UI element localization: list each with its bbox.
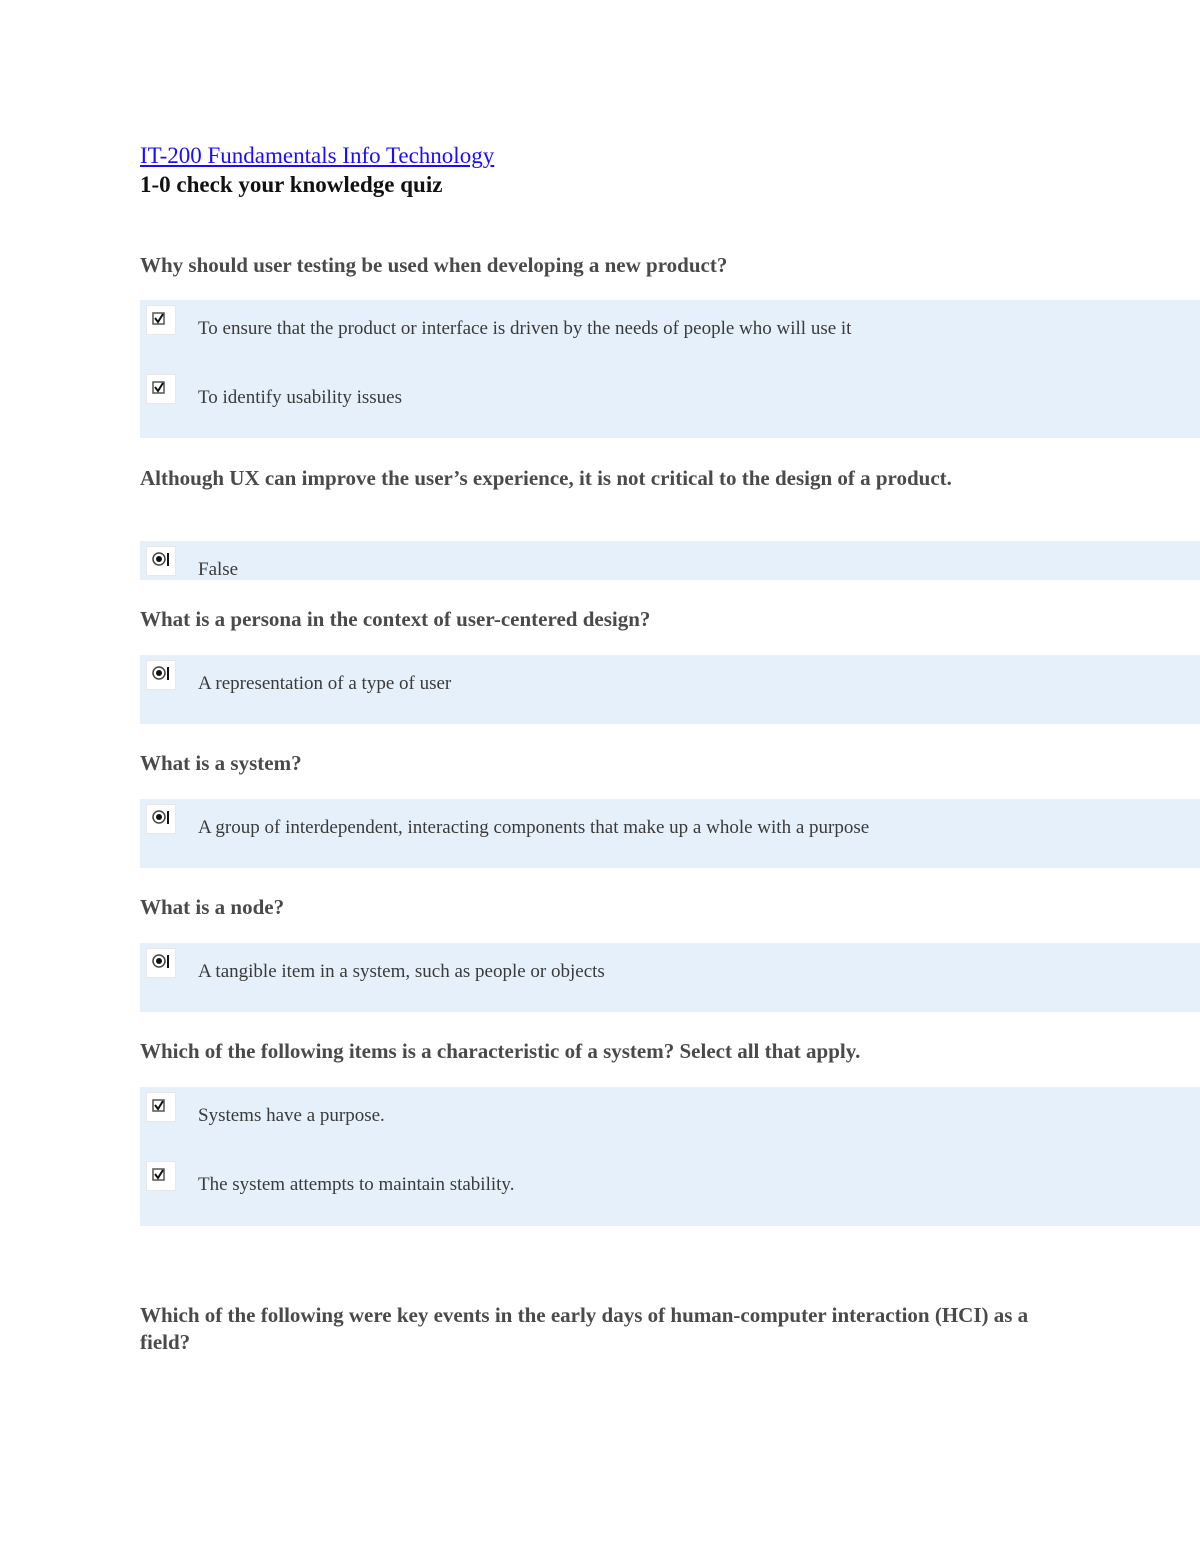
answer-option[interactable] <box>140 948 1200 988</box>
checkbox-checked-icon[interactable] <box>146 374 176 404</box>
radio-selected-icon[interactable] <box>146 948 176 978</box>
question-3-text: What is a persona in the context of user-centered design? <box>140 607 651 631</box>
question-7-text: Which of the following were key events in the early days of human-computer interaction (HCI) as a field? <box>140 1303 1029 1354</box>
answer-option[interactable] <box>140 546 1200 586</box>
answer-label: The system attempts to maintain stability. <box>198 1174 515 1195</box>
quiz-title: 1-0 check your knowledge quiz <box>140 172 443 197</box>
answer-option[interactable] <box>140 804 1200 844</box>
answer-label: A group of interdependent, interacting components that make up a whole with a purpose <box>198 817 870 838</box>
question-1-answers <box>140 300 1200 438</box>
answer-label: False <box>198 559 239 580</box>
answer-label: To identify usability issues <box>198 387 402 408</box>
answer-option[interactable] <box>140 1161 1200 1201</box>
radio-selected-icon[interactable] <box>146 660 176 690</box>
answer-option[interactable] <box>140 374 1200 414</box>
answer-option[interactable] <box>140 1092 1200 1132</box>
question-5-answers <box>140 943 1200 1012</box>
checkbox-checked-icon[interactable] <box>146 1092 176 1122</box>
answer-label: To ensure that the product or interface is driven by the needs of people who will use it <box>198 318 852 339</box>
question-2-text: Although UX can improve the user’s experience, it is not critical to the design of a product. <box>140 466 952 490</box>
course-link[interactable]: IT-200 Fundamentals Info Technology <box>140 143 495 168</box>
answer-option[interactable] <box>140 305 1200 345</box>
answer-option[interactable] <box>140 660 1200 700</box>
checkbox-checked-icon[interactable] <box>146 305 176 335</box>
checkbox-checked-icon[interactable] <box>146 1161 176 1191</box>
question-2-answers <box>140 541 1200 580</box>
question-4-answers <box>140 799 1200 868</box>
radio-selected-icon[interactable] <box>146 546 176 576</box>
quiz-page <box>140 0 1200 1553</box>
radio-selected-icon[interactable] <box>146 804 176 834</box>
question-3-answers <box>140 655 1200 724</box>
question-1-text: Why should user testing be used when developing a new product? <box>140 253 728 277</box>
question-6-answers <box>140 1087 1200 1226</box>
answer-label: A tangible item in a system, such as people or objects <box>198 961 605 982</box>
question-4-text: What is a system? <box>140 751 302 775</box>
question-5-text: What is a node? <box>140 895 285 919</box>
answer-label: Systems have a purpose. <box>198 1105 385 1126</box>
question-6-text: Which of the following items is a characteristic of a system? Select all that apply. <box>140 1039 861 1063</box>
answer-label: A representation of a type of user <box>198 673 452 694</box>
